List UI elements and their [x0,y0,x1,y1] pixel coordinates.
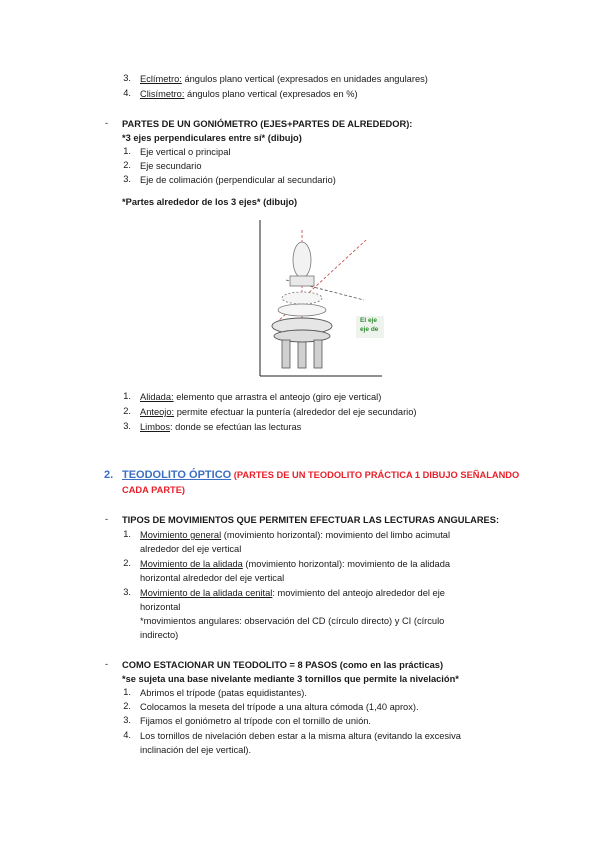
list-item-cont: inclinación del eje vertical). [140,745,252,755]
list-item: Abrimos el trípode (patas equidistantes). [140,688,307,698]
item-text: (movimiento horizontal): movimiento del limbo acimutal [221,530,451,540]
term-movimiento-alidada-cenital: Movimiento de la alidada cenital [140,588,273,598]
section-heading-goniometro: PARTES DE UN GONIÓMETRO (EJES+PARTES DE ALREDEDOR): [122,119,413,129]
section-heading-estacionar: COMO ESTACIONAR UN TEODOLITO = 8 PASOS (como en las prácticas) [122,660,444,670]
list-item: Los tornillos de nivelación deben estar a la misma altura (evitando la excesiva [140,731,461,741]
list-number: 1. [123,146,131,156]
term-movimiento-general: Movimiento general [140,530,222,540]
list-number: 3. [123,421,131,431]
bullet-dash: - [105,514,109,524]
list-item [140,88,358,100]
list-item [140,391,381,403]
section-title [122,469,519,481]
list-item: Eje de colimación (perpendicular al secundario) [140,175,336,185]
list-item-cont: horizontal [140,602,181,612]
section-heading-movimientos: TIPOS DE MOVIMIENTOS QUE PERMITEN EFECTUAR LAS LECTURAS ANGULARES: [122,515,500,525]
list-number: 3. [123,715,131,725]
list-item: Colocamos la meseta del trípode a una altura cómoda (1,40 aprox). [140,702,419,712]
list-number: 1. [123,391,131,401]
bullet-dash: - [105,118,109,128]
list-number: 3. [123,174,131,184]
list-number: 3. [123,73,131,83]
list-number: 2. [123,406,131,416]
list-item [140,421,301,433]
title-teodolito-optico: TEODOLITO ÓPTICO [122,469,232,481]
section-number: 2. [104,469,114,481]
section-note: (PARTES DE UN TEODOLITO PRÁCTICA 1 DIBUJO SEÑALANDO [231,470,520,480]
list-item: Fijamos el goniómetro al trípode con el tornillo de unión. [140,716,372,726]
note-cont: indirecto) [140,630,179,640]
list-number: 2. [123,558,131,568]
list-item [140,406,417,418]
note-movimientos-angulares: *movimientos angulares: observación del CD (círculo directo) y CI (círculo [140,616,445,626]
list-item: Eje vertical o principal [140,147,231,157]
list-number: 1. [123,687,131,697]
subheading-ejes: *3 ejes perpendiculares entre sí* (dibujo) [122,133,302,143]
item-text: (movimiento horizontal): movimiento de la alidada [242,559,451,569]
list-number: 2. [123,160,131,170]
list-item: Eje secundario [140,161,202,171]
list-number: 4. [123,88,131,98]
subheading-partes: *Partes alrededor de los 3 ejes* (dibujo) [122,197,298,207]
section-note-cont: CADA PARTE) [122,485,186,495]
bullet-dash: - [105,659,109,669]
list-item-cont: horizontal alrededor del eje vertical [140,573,285,583]
subheading-base-nivelante: *se sujeta una base nivelante mediante 3 tornillos que permite la nivelación* [122,674,459,684]
item-text: : movimiento del anteojo alrededor del eje [272,588,445,598]
list-item [140,73,428,85]
list-number: 1. [123,529,131,539]
list-item-cont: alrededor del eje vertical [140,544,242,554]
item-text: : donde se efectúan las lecturas [169,422,302,432]
item-text: ángulos plano vertical (expresados en unidades angulares) [181,74,428,84]
term-movimiento-alidada: Movimiento de la alidada [140,559,243,569]
list-item [140,587,445,599]
list-item [140,529,450,541]
figure-label-eje-de: eje de [360,326,379,333]
term-eclimetro: Eclímetro: [140,74,182,84]
term-limbos: Limbos [140,422,170,432]
term-clisimetro: Clisímetro: [140,89,185,99]
item-text: permite efectuar la puntería (alrededor del eje secundario) [174,407,417,417]
item-text: ángulos plano vertical (expresados en %) [184,89,358,99]
list-item [140,558,450,570]
term-anteojo: Anteojo: [140,407,175,417]
goniometer-figure [256,218,384,380]
goniometer-drawing [256,218,384,380]
list-number: 2. [123,701,131,711]
list-number: 4. [123,730,131,740]
figure-label-eje: El eje [360,317,377,324]
item-text: elemento que arrastra el anteojo (giro eje vertical) [173,392,382,402]
list-number: 3. [123,587,131,597]
term-alidada: Alidada: [140,392,174,402]
